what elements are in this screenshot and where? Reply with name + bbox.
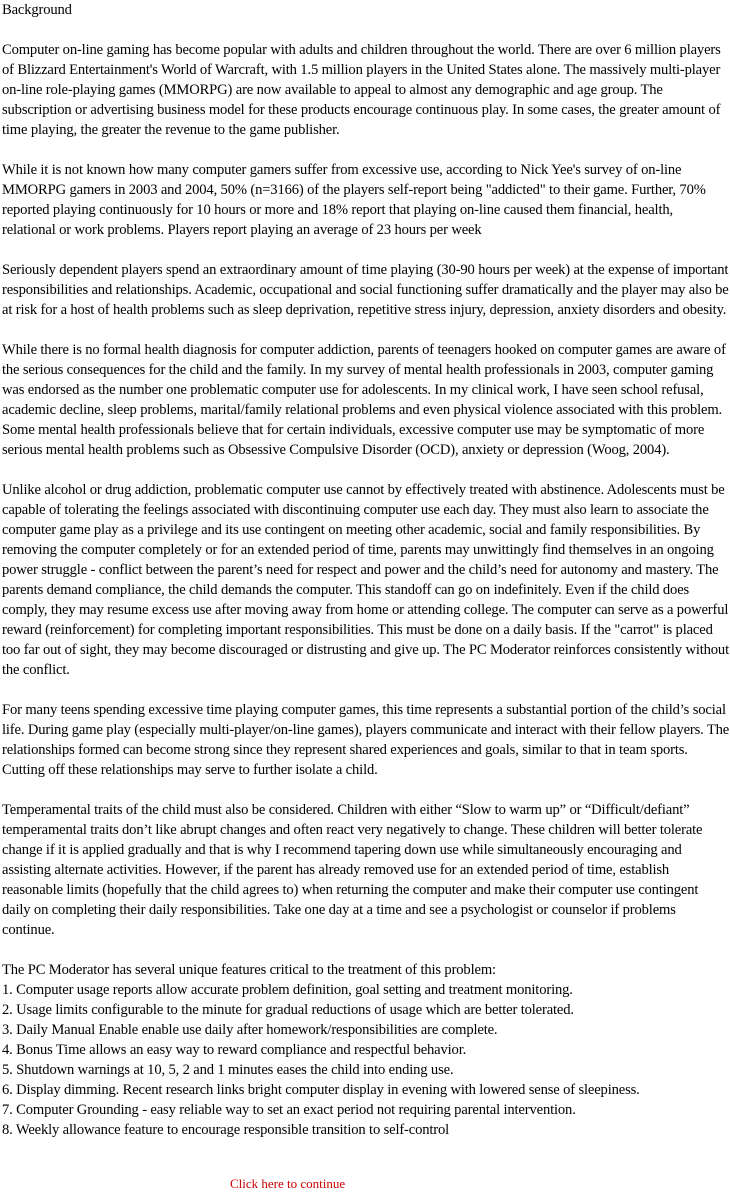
list-item: 6. Display dimming. Recent research links bright computer display in evening with lowered sense of sleepiness. [2,1082,640,1098]
section-heading: Background [2,2,72,18]
continue-link[interactable]: Click here to continue [230,1176,346,1191]
paragraph-diagnosis: While there is no formal health diagnosis for computer addiction, parents of teenagers hooked on computer games are aware of the serious consequences for the child and the family. In my survey of mental health professionals in 2003, computer gaming was endorsed as the number one problematic computer use for adolescents. In my clinical work, I have seen school refusal, academic decline, sleep problems, marital/family relational problems and even physical violence associated with this problem. Some mental health professionals believe that for certain individuals, excessive computer use may be symptomatic of more serious mental health problems such as Obsessive Compulsive Disorder (OCD), anxiety or depression (Woog, 2004). [2,342,726,458]
list-item: 1. Computer usage reports allow accurate problem definition, goal setting and treatment monitoring. [2,982,573,998]
article [2,0,730,1140]
feature-list [2,980,730,1140]
list-item: 5. Shutdown warnings at 10, 5, 2 and 1 minutes eases the child into ending use. [2,1062,454,1078]
paragraph-temperament: Temperamental traits of the child must also be considered. Children with either “Slow to warm up” or “Difficult/defiant” temperamental traits don’t like abrupt changes and often react very negatively to change. These children will better tolerate change if it is applied gradually and that is why I recommend tapering down use while simultaneously encouraging and assisting alternate activities. However, if the parent has already removed use for an extended period of time, establish reasonable limits (hopefully that the child agrees to) when returning the computer and make their computer use contingent daily on completing their daily responsibilities. Take one day at a time and see a psychologist or counselor if problems continue. [2,802,703,938]
list-item: 3. Daily Manual Enable enable use daily after homework/responsibilities are complete. [2,1022,498,1038]
paragraph-social-life: For many teens spending excessive time playing computer games, this time represents a substantial portion of the child’s social life. During game play (especially multi-player/on-line games), players communicate and interact with their fellow players. The relationships formed can become strong since they represent shared experiences and goals, similar to that in team sports. Cutting off these relationships may serve to further isolate a child. [2,702,730,778]
features-intro: The PC Moderator has several unique features critical to the treatment of this problem: [2,962,496,978]
paragraph-intro: Computer on-line gaming has become popular with adults and children throughout the world. There are over 6 million players of Blizzard Entertainment's World of Warcraft, with 1.5 million players in the United States alone. The massively multi-player on-line role-playing games (MMORPG) are now available to appeal to almost any demographic and age group. The subscription or advertising business model for these products encourage continuous play. In some cases, the greater amount of time playing, the greater the revenue to the game publisher. [2,42,721,138]
list-item: 7. Computer Grounding - easy reliable way to set an exact period not requiring parental intervention. [2,1102,576,1118]
list-item: 4. Bonus Time allows an easy way to reward compliance and respectful behavior. [2,1042,467,1058]
paragraph-abstinence: Unlike alcohol or drug addiction, problematic computer use cannot by effectively treated with abstinence. Adolescents must be capable of tolerating the feelings associated with discontinuing computer use each day. They must also learn to associate the computer game play as a privilege and its use contingent on meeting other academic, social and family responsibilities. By removing the computer completely or for an extended period of time, parents may unwittingly find themselves in an ongoing power struggle - conflict between the parent’s need for respect and power and the child’s need for autonomy and mastery. The parents demand compliance, the child demands the computer. This standoff can go on indefinitely. Even if the child does comply, they may resume excess use after moving away from home or attending college. The computer can serve as a powerful reward (reinforcement) for completing important responsibilities. This must be done on a daily basis. If the "carrot" is placed too far out of sight, they may become discouraged or distrusting and give up. The PC Moderator reinforces consistently without the conflict. [2,482,729,678]
paragraph-dependent-players: Seriously dependent players spend an extraordinary amount of time playing (30-90 hours per week) at the expense of important responsibilities and relationships. Academic, occupational and social functioning suffer dramatically and the player may also be at risk for a host of health problems such as sleep deprivation, repetitive stress injury, depression, anxiety disorders and obesity. [2,262,729,318]
list-item: 8. Weekly allowance feature to encourage responsible transition to self-control [2,1122,450,1138]
paragraph-survey: While it is not known how many computer gamers suffer from excessive use, according to Nick Yee's survey of on-line MMORPG gamers in 2003 and 2004, 50% (n=3166) of the players self-report being "addicted" to their game. Further, 70% reported playing continuously for 10 hours or more and 18% report that playing on-line caused them financial, health, relational or work problems. Players report playing an average of 23 hours per week [2,162,706,238]
list-item: 2. Usage limits configurable to the minute for gradual reductions of usage which are better tolerated. [2,1002,574,1018]
